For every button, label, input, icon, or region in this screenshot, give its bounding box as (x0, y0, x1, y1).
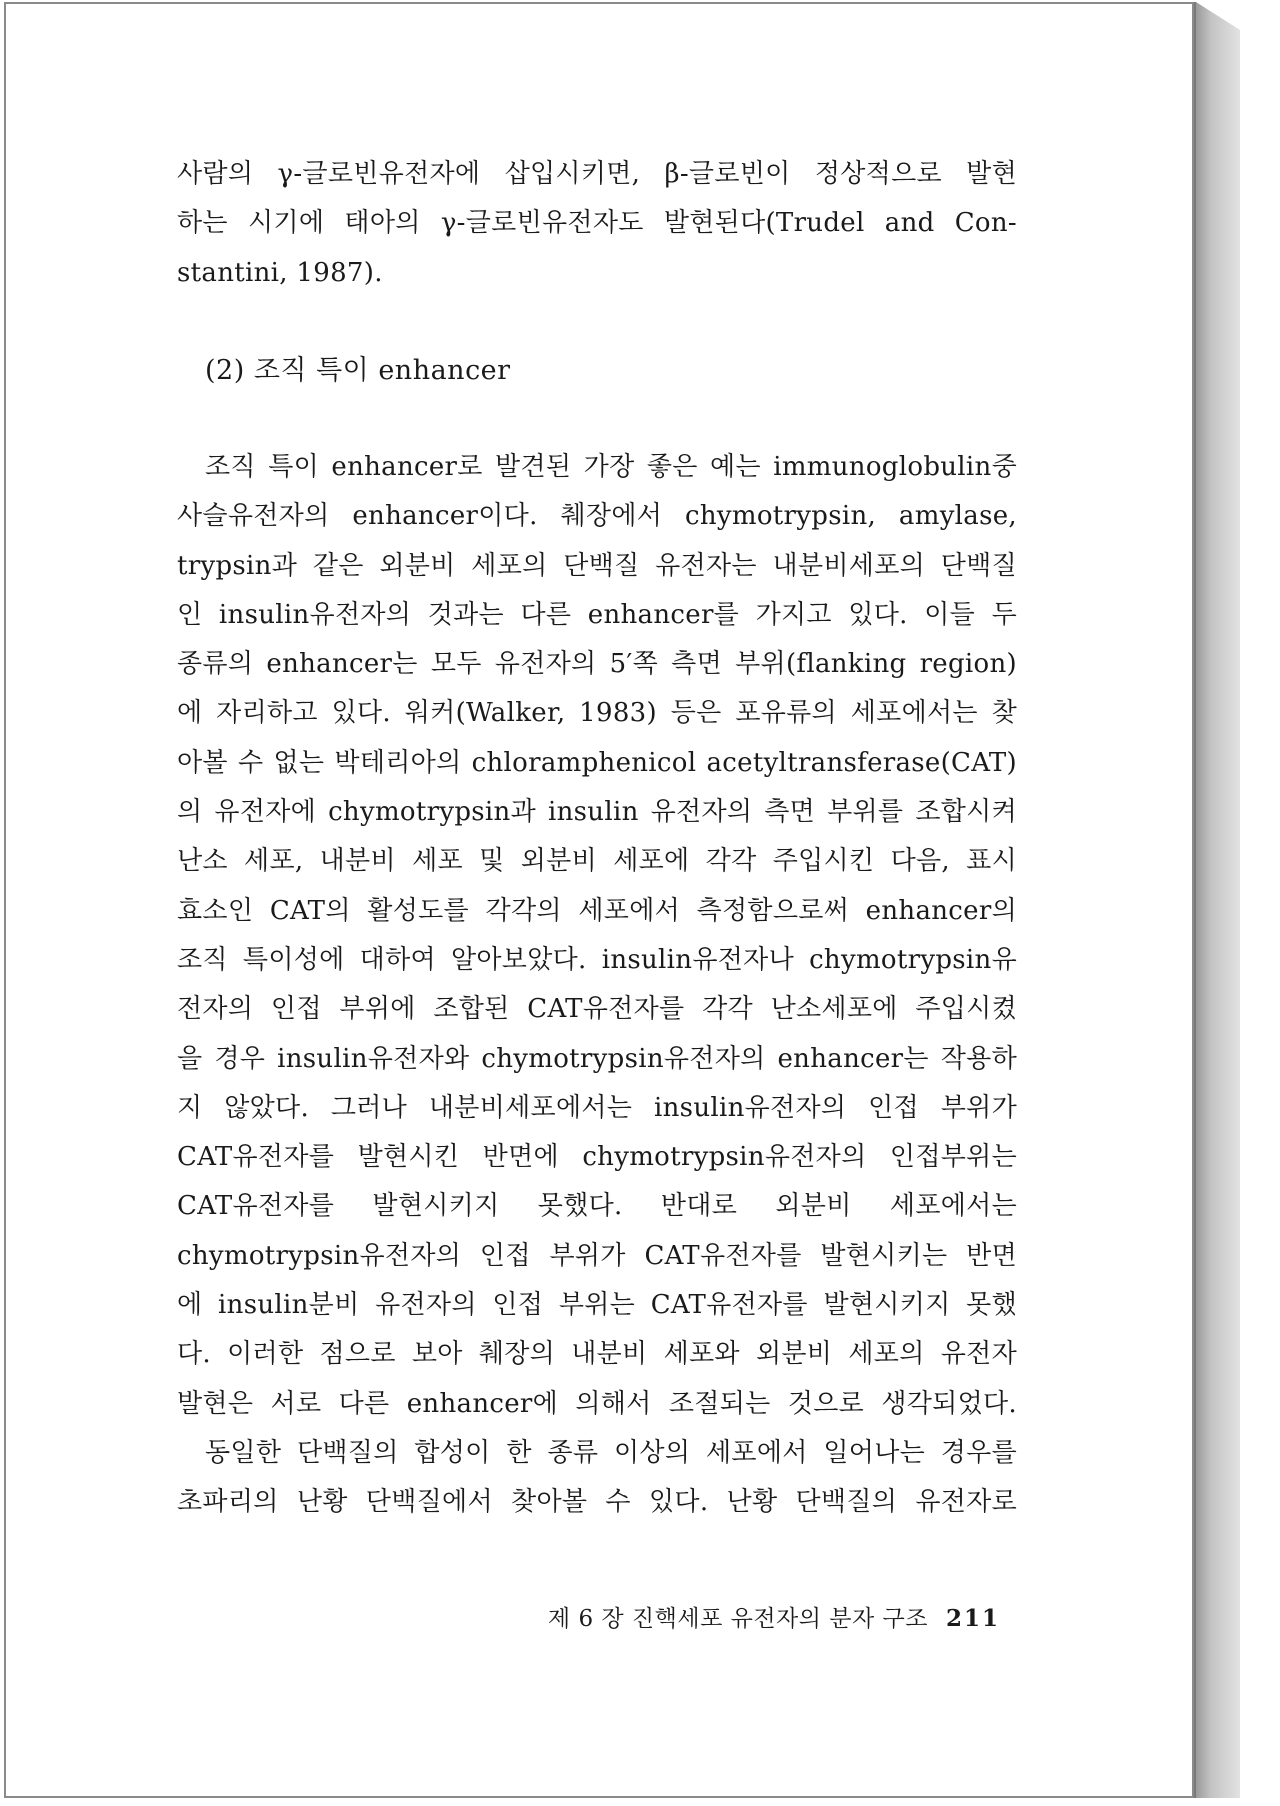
page-footer (540, 1600, 1000, 1633)
text-line: CAT유전자를 발현시키지 못했다. 반대로 외분비 세포에서는 (177, 1191, 1017, 1222)
text-line: 사람의 γ-글로빈유전자에 삽입시키면, β-글로빈이 정상적으로 발현 (177, 159, 1017, 189)
body-paragraphs (177, 443, 1017, 1528)
text-line: 사슬유전자의 enhancer이다. 췌장에서 chymotrypsin, amylase, (177, 501, 1017, 532)
text-line: 아볼 수 없는 박테리아의 chloramphenicol acetyltransferase(CAT) (177, 747, 1017, 778)
page-edge-line (1194, 2, 1196, 1798)
text-line: 에 자리하고 있다. 워커(Walker, 1983) 등은 포유류의 세포에서는 찾 (177, 698, 1017, 729)
text-line: stantini, 1987). (177, 257, 383, 288)
text-line: CAT유전자를 발현시킨 반면에 chymotrypsin유전자의 인접부위는 (177, 1142, 1017, 1173)
text-line: 전자의 인접 부위에 조합된 CAT유전자를 각각 난소세포에 주입시켰 (177, 994, 1017, 1025)
text-line: 인 insulin유전자의 것과는 다른 enhancer를 가지고 있다. 이들 두 (177, 599, 1017, 630)
text-line: trypsin과 같은 외분비 세포의 단백질 유전자는 내분비세포의 단백질 (177, 550, 1017, 581)
text-line: 에 insulin분비 유전자의 인접 부위는 CAT유전자를 발현시키지 못했 (177, 1290, 1017, 1321)
text-line: 종류의 enhancer는 모두 유전자의 5′쪽 측면 부위(flanking region) (177, 649, 1017, 680)
section-heading: (2) 조직 특이 enhancer (205, 355, 511, 386)
text-line: 효소인 CAT의 활성도를 각각의 세포에서 측정함으로써 enhancer의 (177, 895, 1017, 926)
text-line: 조직 특이성에 대하여 알아보았다. insulin유전자나 chymotrypsin유 (177, 944, 1017, 975)
text-line: chymotrypsin유전자의 인접 부위가 CAT유전자를 발현시키는 반면 (177, 1240, 1017, 1271)
text-line: 동일한 단백질의 합성이 한 종류 이상의 세포에서 일어나는 경우를 (205, 1437, 1017, 1468)
page-number: 211 (945, 1605, 1000, 1632)
text-line: 지 않았다. 그러나 내분비세포에서는 insulin유전자의 인접 부위가 (177, 1092, 1017, 1123)
text-line: 을 경우 insulin유전자와 chymotrypsin유전자의 enhancer는 작용하 (177, 1043, 1017, 1074)
text-line: 다. 이러한 점으로 보아 췌장의 내분비 세포와 외분비 세포의 유전자 (177, 1339, 1017, 1370)
intro-paragraph (177, 150, 1017, 298)
text-line: 하는 시기에 태아의 γ-글로빈유전자도 발현된다(Trudel and Con- (177, 208, 1017, 239)
text-line: 초파리의 난황 단백질에서 찾아볼 수 있다. 난황 단백질의 유전자로 (177, 1487, 1017, 1518)
chapter-title: 제 6 장 진핵세포 유전자의 분자 구조 (547, 1606, 928, 1632)
text-line: 발현은 서로 다른 enhancer에 의해서 조절되는 것으로 생각되었다. (177, 1388, 1017, 1419)
text-line: 난소 세포, 내분비 세포 및 외분비 세포에 각각 주입시킨 다음, 표시 (177, 846, 1017, 877)
page-edge-shadow (1196, 2, 1240, 1798)
text-line: 조직 특이 enhancer로 발견된 가장 좋은 예는 immunoglobulin중 (205, 452, 1017, 482)
text-line: 의 유전자에 chymotrypsin과 insulin 유전자의 측면 부위를 조합시켜 (177, 797, 1017, 828)
